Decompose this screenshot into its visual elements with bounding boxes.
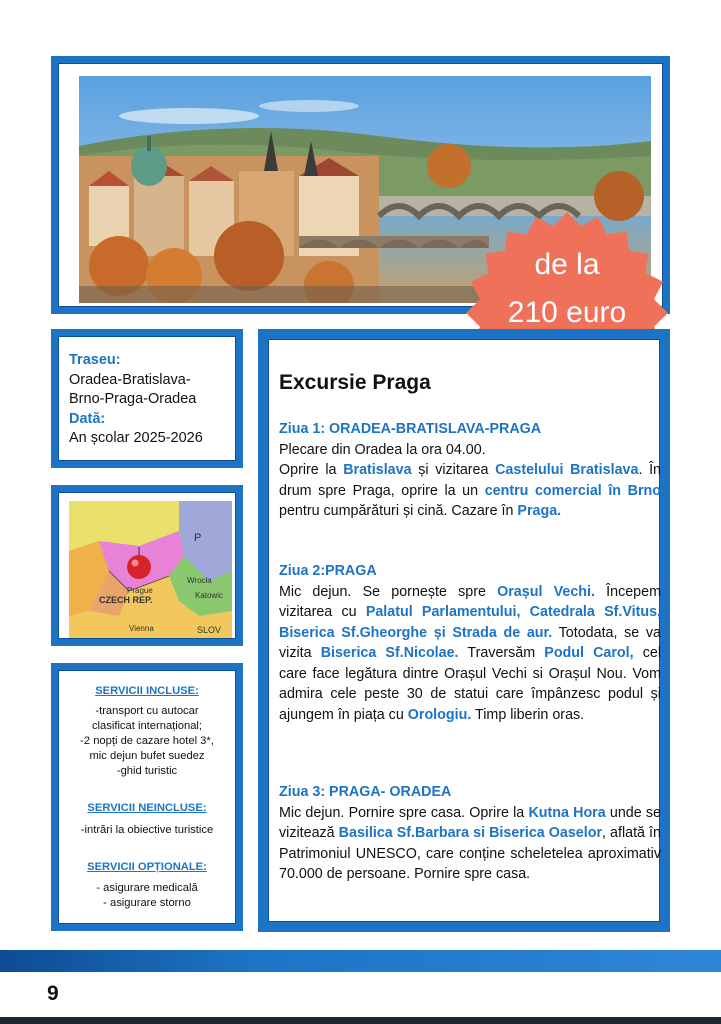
footer-bar — [0, 950, 721, 972]
day-3-heading: Ziua 3: PRAGA- ORADEA — [279, 784, 452, 800]
day-3-text-2: unde se vizitează — [279, 804, 661, 841]
included-item-1: -transport cu autocar — [95, 705, 199, 717]
day-3-highlight-2: Basilica Sf.Barbara si Biserica Oaselor — [338, 825, 603, 841]
day-2-text-2: Începem vizitarea cu — [279, 583, 661, 620]
map-label-wroclaw: Wrocła — [187, 576, 212, 585]
excluded-item-1: -intrări la obiective turistice — [80, 824, 214, 836]
day-1-line-1: Plecare din Oradea la ora 04.00. — [279, 441, 486, 458]
price-line-2: 210 euro — [507, 296, 627, 329]
footer-line — [0, 1017, 721, 1024]
traseu-line-1: Oradea-Bratislava- — [69, 371, 191, 388]
map-label-slov: SLOV — [197, 625, 222, 635]
day-1-text-4: pentru cumpărături și cină. Cazare în — [279, 503, 518, 519]
map-label-prague: Prague — [127, 586, 153, 595]
day-1-text-3: . În drum spre Praga, oprire la un — [279, 462, 661, 499]
price-line-1: de la — [534, 248, 600, 281]
day-2-highlight-3: Biserica Sf.Nicolae. — [320, 645, 459, 661]
itinerary-box — [258, 329, 670, 932]
optional-services-title: SERVICII OPȚIONALE: — [87, 861, 207, 873]
day-2-text-4: Traversăm — [458, 645, 545, 661]
map-label-p: P — [194, 532, 202, 544]
day-1-text-2: și vizitarea — [411, 462, 496, 478]
day-3-highlight-1: Kutna Hora — [528, 804, 606, 821]
day-2 — [279, 561, 661, 725]
traseu-label: Traseu: — [69, 352, 121, 368]
day-1-highlight-2: Castelului Bratislava — [495, 462, 639, 478]
included-services-title: SERVICII INCLUSE: — [95, 685, 199, 697]
day-2-highlight-5: Orologiu. — [407, 706, 472, 723]
map-label-czech: CZECH REP. — [99, 595, 153, 605]
day-3-text-1: Mic dejun. Pornire spre casa. Oprire la — [279, 804, 529, 821]
day-2-text-3: Totodata, se va vizita — [279, 624, 661, 661]
included-item-5: -ghid turistic — [116, 765, 178, 777]
map-image — [69, 501, 232, 638]
page-number: 9 — [47, 982, 59, 1005]
map-box — [51, 485, 243, 646]
included-item-3: -2 nopți de cazare hotel 3*, — [80, 735, 214, 747]
route-info — [69, 351, 203, 449]
day-2-highlight-4: Podul Carol, — [544, 645, 634, 661]
day-3 — [279, 782, 661, 885]
day-2-text-6: Timp liberin oras. — [471, 706, 585, 723]
day-1-highlight-1: Bratislava — [343, 462, 412, 478]
day-1-paragraph — [279, 460, 661, 522]
day-1-highlight-3: centru comercial în Brno — [484, 482, 661, 499]
day-2-paragraph — [279, 582, 661, 726]
traseu-line-2: Brno-Praga-Oradea — [69, 391, 197, 407]
route-info-box — [51, 329, 243, 468]
map-label-vienna: Vienna — [129, 624, 154, 633]
day-2-highlight-1: Orașul Vechi. — [497, 583, 595, 600]
optional-item-2: - asigurare storno — [103, 897, 191, 909]
day-2-text-5: cel care face legătura dintre Orașul Vechi si Orașul Nou. Vom admira cele peste 30 de statui care împânzesc podul și ajungem în piața cu — [279, 645, 662, 723]
day-1-heading: Ziua 1: ORADEA-BRATISLAVA-PRAGA — [279, 421, 542, 437]
optional-item-1: - asigurare medicală — [96, 882, 198, 894]
day-1 — [279, 419, 661, 522]
day-1-text-1: Oprire la — [279, 462, 344, 478]
page-title: Excursie Praga — [279, 371, 431, 394]
day-2-highlight-2: Palatul Parlamentului, Catedrala Sf.Vitus, Biserica Sf.Gheorghe și Strada de aur. — [279, 604, 662, 641]
excluded-services-title: SERVICII NEINCLUSE: — [87, 802, 207, 814]
data-value: An școlar 2025-2026 — [69, 430, 203, 446]
day-1-highlight-4: Praga. — [517, 503, 562, 519]
day-2-heading: Ziua 2:PRAGA — [279, 563, 377, 579]
included-item-2: clasificat internațional; — [91, 720, 203, 732]
day-3-text-3: , aflată în Patrimoniul UNESCO, care conține scheletelea aproximativ 70.000 de persoane. Pornire spre casa. — [279, 825, 661, 882]
included-item-4: mic dejun bufet suedez — [89, 750, 205, 762]
services-box — [51, 663, 243, 931]
map-label-katowice: Katowic — [195, 591, 224, 600]
day-3-paragraph — [279, 803, 661, 885]
day-2-text-1: Mic dejun. Se pornește spre — [279, 583, 498, 600]
data-label: Dată: — [69, 410, 106, 427]
